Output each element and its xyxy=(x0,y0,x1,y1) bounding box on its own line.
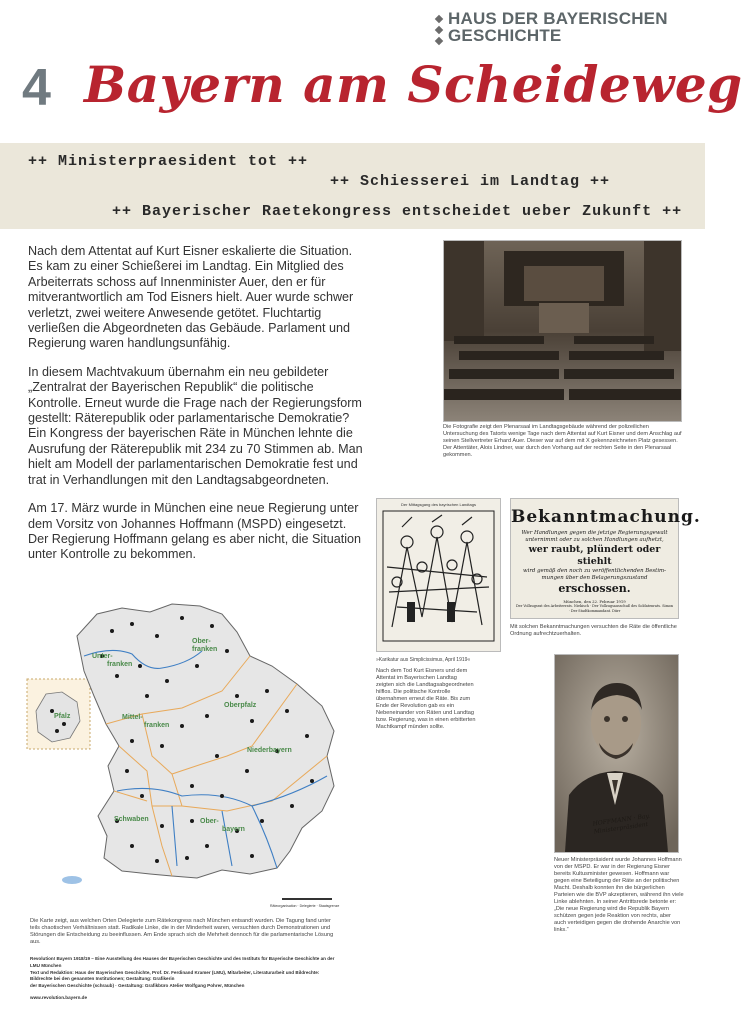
map-label-oberfranken-2: franken xyxy=(192,646,218,653)
map-label-niederbayern: Niederbayern xyxy=(247,747,292,754)
hoffmann-portrait xyxy=(554,654,679,853)
map-label-mittelfranken-1: Mittel- xyxy=(122,714,143,721)
map-label-oberbayern-1: Ober- xyxy=(200,818,219,825)
cartoon-source: »Karikatur aus Simplicissimus, April 1919« xyxy=(376,657,471,663)
notice-caption: Mit solchen Bekanntmachungen versuchten die Räte die öffentliche Ordnung aufrechtzuerhalten. xyxy=(510,624,677,637)
public-notice-poster xyxy=(510,498,701,619)
paragraph-3: Ein Kongress der bayerischen Räte in München lehnte die Ausrufung der Räterepublik mit 234 zu 70 Stimmen ab. Man hielt am Modell der parlamentarischen Demokratie fest und trat in Verhandlungen mit den Landtagsabgeordneten. xyxy=(28,426,363,487)
paragraph-4: Am 17. März wurde in München eine neue Regierung unter dem Vorsitz von Johannes Hoffmann (MSPD) eingesetzt. Der Regierung Hoffmann gelang es aber nicht, die Situation unter Kontrolle zu bekommen. xyxy=(28,501,362,562)
map-caption: Die Karte zeigt, aus welchen Orten Delegierte zum Rätekongress nach München entsandt wurden. Die Tagung fand unter teils chaotischen Verhältnissen statt. Radikale Linke, die in der Minderheit waren, versuchten durch Demonstrationen und Störungen die Entscheidung zu beeinflussen. Am Ende sprach sich die Mehrheit dennoch für die parlamentarische Lösung aus. xyxy=(30,918,334,945)
credits-line-2: Text und Redaktion: Haus der Bayerischen Geschichte, Prof. Dr. Ferdinand Kramer (LMU), Mitarbeiter, Literaturarbeit und Bildrechte: Bildrechte bei den genannten Institutionen; Gestaltung: Grafikerin xyxy=(30,969,320,982)
cartoon-illustration xyxy=(377,507,500,647)
chapter-number: 4 xyxy=(22,59,51,117)
plenary-hall-illustration xyxy=(444,241,681,421)
news-ticker-band xyxy=(0,143,705,229)
paragraph-1: Nach dem Attentat auf Kurt Eisner eskalierte die Situation. Es kam zu einer Schießerei im Landtag. Ein Mitglied des Arbeiterrats schoss auf Innenminister Auer, den er für mitverantwortlich am Tod Eisners hielt. Auer wurde schwer verletzt, zwei weitere Anwesende getötet. Fluchtartig verließen die Abgeordneten das Gebäude. Parlament und Regierung waren handlungsunfähig. xyxy=(28,244,354,351)
credits-line-1: Revolution! Bayern 1918/19 – Eine Ausstellung des Hauses der Bayerischen Geschichte und des Instituts für Bayerische Geschichte an der LMU München xyxy=(30,956,335,968)
portrait-inscription: HOFFMANN · Bay. Ministerpräsident xyxy=(592,812,651,836)
logo-line-1: HAUS DER BAYERISCHEN xyxy=(448,9,668,28)
notice-line-3: wer raubt, plündert oder stiehlt xyxy=(528,544,661,567)
notice-heading: Bekanntmachung. xyxy=(511,507,701,527)
map-label-unterfranken-2: franken xyxy=(107,661,133,668)
credits-line-3: der Bayerischen Geschichte (schraub) · Gestaltung: Grafikbüro Atelier Wolfgang Pohrer, München xyxy=(30,983,245,989)
credits-url[interactable]: www.revolution.bayern.de xyxy=(30,994,88,1000)
ticker-line-1: ++ Ministerpraesident tot ++ xyxy=(28,153,309,170)
map-legend: Räteorganisation · Delegierte · Staatsgrenze xyxy=(270,904,340,908)
map-label-mittelfranken xyxy=(122,714,169,730)
notice-date: München, den 22. Februar 1919 xyxy=(563,599,626,604)
logo-mark xyxy=(433,16,445,46)
notice-line-4: wird gemäß den noch zu veröffentlichenden Bestim- xyxy=(522,568,666,574)
ticker-line-3: ++ Bayerischer Raetekongress entscheidet ueber Zukunft ++ xyxy=(112,203,683,220)
plenary-hall-photo xyxy=(443,240,682,422)
logo xyxy=(448,10,668,44)
chapter-title: Bayern am Scheideweg xyxy=(84,55,743,114)
logo-line-2: GESCHICHTE xyxy=(448,26,562,45)
simplicissimus-cartoon xyxy=(376,498,501,652)
map-label-oberfranken-1: Ober- xyxy=(192,638,211,645)
map-label-oberfranken xyxy=(174,638,217,654)
map-label-oberbayern xyxy=(200,818,245,834)
notice-line-1: Wer Handlungen gegen die jetzige Regierungsgewalt xyxy=(521,530,668,536)
map-label-pfalz: Pfalz xyxy=(54,713,71,720)
map-label-unterfranken xyxy=(92,653,132,669)
credits xyxy=(30,956,340,1002)
cartoon-title: Der Mittagsgang des bayrischen Landtags xyxy=(401,502,476,507)
map-label-oberbayern-2: bayern xyxy=(222,826,245,833)
map-label-oberpfalz: Oberpfalz xyxy=(224,702,257,709)
map-label-unterfranken-1: Unter- xyxy=(92,653,113,660)
cartoon-caption: Nach dem Tod Kurt Eisners und dem Attentat im Bayerischen Landtag zeigten sich die Landtagsabgeordneten hilflos. Die politische Kontrolle übernahmen erneut die Räte. Bis zum Ende der Revolution gab es ein Nebeneinander von Räten und Landtag bzw. Regierung, was in einen erbitterten Machtkampf münden sollte. xyxy=(376,668,476,730)
map-label-schwaben: Schwaben xyxy=(114,816,149,823)
map-label-mittelfranken-2: franken xyxy=(144,722,170,729)
bavaria-council-delegates-map xyxy=(22,596,367,916)
paragraph-2: In diesem Machtvakuum übernahm ein neu gebildeter „Zentralrat der Bayerischen Republik“ die politische Kontrolle. Erneut wurde die Frage nach der Regierungsform gestellt: Räterepublik oder parlamentarische Demokratie? xyxy=(28,364,362,426)
hoffmann-caption: Neuer Ministerpräsident wurde Johannes Hoffmann von der MSPD. Er war in der Regierung Eisner bereits Kultusminister gewesen. Hoffmann war gegen eine Beteiligung der Räte an der politischen Macht. Deshalb konnten ihn die bürgerlichen Parteien wie die BVP akzeptieren, während ihn viele Linke ablehnten. In seiner Antrittsrede betonte er: „Die neue Regierung wird die Republik Bayern schützen gegen jede Reaktion von rechts, aber auch verteidigen gegen die drohende Anarchie von links.“ xyxy=(554,857,684,933)
notice-signatories: Der Vollzugsrat des Arbeiterrats. Niekisch · Der Vollzugsausschuß des Soldatenrats. Simon · Der Stadtkommandant. Dürr xyxy=(515,604,674,613)
notice-line-2: unternimmt oder zu solchen Handlungen aufhetzt, xyxy=(525,537,664,543)
ticker-line-2: ++ Schiesserei im Landtag ++ xyxy=(330,173,611,190)
notice-line-6: erschossen. xyxy=(558,582,631,595)
notice-line-5: mungen über den Belagerungszustand xyxy=(541,575,648,581)
body-text xyxy=(28,244,368,576)
plenary-caption: Die Fotografie zeigt den Plenarsaal im Landtagsgebäude während der polizeilichen Untersuchung des Tatorts wenige Tage nach dem Attentat auf Kurt Eisner und dem Anschlag auf seinen Stellvertreter Erhard Auer. Dieser war auf dem mit X gekennzeichneten Platz gesessen. Der Attentäter, Alois Lindner, war durch den Vorhang auf der rechten Seite in den Plenarsaal gekommen. xyxy=(443,424,682,458)
